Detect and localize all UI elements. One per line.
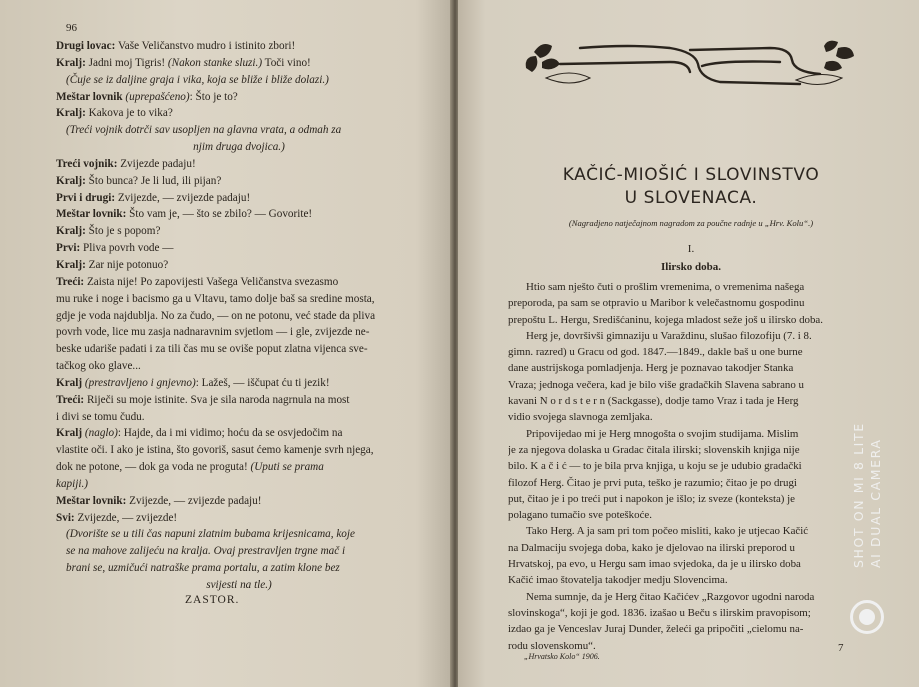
- article-line: preporoda, pa sam se otpravio u Maribor k velečastnomu gospodinu: [508, 297, 805, 310]
- speaker-name: Kralj:: [56, 174, 86, 187]
- stage-direction: brani se, uzmičući natraške prama portalu, a zatim klone bez: [66, 562, 340, 575]
- speaker-name: Kralj: [56, 427, 83, 440]
- stage-direction: (Dvorište se u tili čas napuni zlatnim bubama krijesnicama, koje: [66, 528, 355, 541]
- dialogue-text: : Hajde, da i mi vidimo; hoću da se osvjedočim na: [117, 427, 343, 440]
- dialogue-text: tačkog oko glave...: [56, 360, 141, 373]
- text-line: [56, 105, 412, 122]
- article-line: na Dalmaciju svojega doba, kako je djelovao na ilirski preporod u: [508, 541, 796, 554]
- text-line: [56, 459, 412, 476]
- article-subtitle: (Nagradjeno natječajnom nagradom za poučne radnje u „Hrv. Kolu“.): [568, 218, 814, 228]
- text-line: [56, 358, 412, 375]
- article-line: gimn. razred) u Gracu od god. 1847.—1849., dakle baš u one burne: [508, 346, 803, 359]
- article-line: Vraza; jednoga večera, kad je bilo više gradačkih Slavena sabrano u: [508, 378, 804, 391]
- speaker-name: Svi:: [56, 511, 75, 524]
- stage-direction: (naglo): [82, 427, 118, 440]
- text-line: [56, 510, 412, 527]
- stage-direction: kapiji.): [56, 477, 89, 490]
- text-line: [56, 206, 412, 223]
- text-line: [56, 526, 412, 543]
- article-line: slovinskoga“, koji je god. 1836. izašao u Beču s ilirskim pravopisom;: [508, 606, 811, 619]
- title-line-1: KAČIĆ-MIOŠIĆ I SLOVINSTVO: [562, 165, 820, 185]
- dialogue-text: Zaista nije! Po zapovijesti Vašega Veličanstva svezasmo: [84, 275, 339, 288]
- speaker-name: Treći vojnik:: [56, 157, 118, 170]
- speaker-name: Meštar lovnik:: [56, 208, 127, 221]
- text-line: [56, 493, 412, 510]
- page-footer: „Hrvatsko Kolo“ 1906.: [524, 652, 600, 661]
- watermark-line-2: AI DUAL CAMERA: [868, 438, 883, 568]
- article-line: bilo. K a č i ć — to je bila prva knjiga, u koju se je udubio gradački: [508, 460, 802, 473]
- article-title: [518, 164, 864, 210]
- stage-direction: (prestravljeno i gnjevno): [82, 376, 196, 389]
- play-text: [56, 38, 412, 594]
- dialogue-text: dok ne potone, — dok ga voda ne proguta!: [56, 461, 251, 474]
- camera-lens-dot-icon: [859, 609, 875, 625]
- dialogue-text: Što bunca? Je li lud, ili pijan?: [85, 174, 222, 187]
- speaker-name: Kralj: [56, 376, 83, 389]
- dialogue-text: i divi se tomu čudu.: [56, 410, 145, 423]
- text-line: [56, 173, 412, 190]
- dialogue-text: Riječi su moje istinite. Sva je sila naroda nagrnula na most: [84, 393, 350, 406]
- text-line: [56, 156, 412, 173]
- text-line: [56, 223, 412, 240]
- closing-word: ZASTOR.: [185, 594, 240, 606]
- left-page-number: 96: [66, 22, 77, 34]
- article-line: put, čitao je i po treći put i napokon je išlo; iz sveze (konteksta) je: [508, 492, 796, 505]
- text-line: [56, 442, 412, 459]
- dialogue-text: Zvijezde padaju!: [117, 157, 196, 170]
- text-line: [56, 308, 412, 325]
- dialogue-text: Toči vino!: [262, 56, 311, 69]
- article-line: prepoštu L. Hergu, Središćaninu, kojega mladost seže još u ilirsko doba.: [508, 313, 823, 326]
- text-line: [56, 240, 412, 257]
- text-line: [56, 425, 412, 442]
- article-line: polagano tumačio sve poteškoće.: [508, 509, 652, 522]
- dialogue-text: Zvijezde, — zvijezde!: [74, 511, 178, 524]
- speaker-name: Meštar lovnik: [56, 90, 123, 103]
- section-number: I.: [687, 243, 695, 255]
- article-line: Hrvatskoj, pa evo, u Hergu sam imao svjedoka, da je u ilirsko doba: [508, 558, 801, 571]
- title-line-2: U SLOVENACA.: [624, 188, 758, 208]
- dialogue-text: Što vam je, — što se zbilo? — Govorite!: [126, 208, 313, 221]
- dialogue-text: vlastite oči. I ako je istina, što govoriš, sasut ćemo kamenje svrh njega,: [56, 444, 374, 457]
- stage-direction: (Čuje se iz daljine graja i vika, koja se bliže i bliže dolazi.): [66, 73, 329, 86]
- article-line: Nema sumnje, da je Herg čitao Kačićev „Razgovor ugodni naroda: [526, 590, 815, 603]
- text-line: [56, 122, 412, 139]
- text-line: [56, 257, 412, 274]
- speaker-name: Meštar lovnik:: [56, 494, 127, 507]
- article-line: kavani N o r d s t e r n (Sackgasse), dodje tamo Vraz i tada je Herg: [508, 395, 799, 408]
- dialogue-text: Vaše Veličanstvo mudro i istinito zbori!: [115, 40, 296, 52]
- stage-direction: (Treći vojnik dotrči sav usopljen na glavna vrata, a odmah za: [66, 124, 342, 137]
- left-page: [0, 0, 452, 687]
- speaker-name: Kralj:: [56, 225, 86, 238]
- article-line: Kačić imao štovatelja takodjer medju Slovencima.: [508, 574, 728, 587]
- article-line: je za njegova dolaska u Gradac čitala ilirski; slovenskih knjiga nije: [508, 443, 800, 456]
- article-line: dane austrijskoga pomladjenja. Herg je poznavao takodjer Stanka: [508, 362, 794, 375]
- article-line: Htio sam nješto čuti o prošlim vremenima, o vremenima našega: [526, 281, 805, 293]
- floral-ornament-icon: [520, 38, 860, 96]
- article-line: vidio svojega slavnoga zemljaka.: [508, 411, 653, 424]
- right-page-number: 7: [838, 642, 844, 654]
- text-line: [56, 392, 412, 409]
- dialogue-text: Zvijezde, — zvijezde padaju!: [126, 494, 262, 507]
- speaker-name: Drugi lovac:: [56, 40, 116, 52]
- dialogue-text: : Što je to?: [189, 90, 238, 103]
- stage-direction: svijesti na tle.): [206, 579, 272, 591]
- text-line: [56, 274, 412, 291]
- text-line: [56, 55, 412, 72]
- watermark-line-1: SHOT ON MI 8 LITE: [851, 422, 866, 568]
- text-line: [56, 577, 412, 594]
- dialogue-text: Pliva povrh vode —: [80, 242, 174, 255]
- stage-direction: (Nakon stanke sluzi.): [167, 56, 263, 69]
- speaker-name: Prvi:: [56, 242, 81, 255]
- dialogue-text: Jadni moj Tigris!: [85, 56, 168, 69]
- text-line: [56, 560, 412, 577]
- text-line: [56, 291, 412, 308]
- article-line: rodu slovenskomu“.: [508, 639, 596, 652]
- dialogue-text: gdje je voda najdublja. No za čudo, — on ne potonu, već stade da pliva: [56, 309, 376, 322]
- speaker-name: Treći:: [56, 275, 85, 288]
- dialogue-text: povrh vode, lice mu zasja nadnaravnim svjetlom — i gle, zvijezde ne-: [56, 326, 370, 339]
- stage-direction: se na mahove zalijeću na kralja. Ovaj prestravljen trgne mač i: [66, 545, 346, 558]
- text-line: [56, 543, 412, 560]
- section-title: Ilirsko doba.: [661, 261, 721, 273]
- speaker-name: Kralj:: [56, 56, 86, 69]
- article-line: izdao ga je Venceslav Juraj Dunder, želeći ga pripočiti „cielomu na-: [508, 623, 804, 636]
- article-line: Pripovijedao mi je Herg mnogošta o svojim studijama. Mislim: [526, 427, 799, 440]
- text-line: [56, 375, 412, 392]
- article-line: Herg je, dovršivši gimnaziju u Varaždinu, slušao filozofiju (7. i 8.: [526, 329, 812, 342]
- text-line: [56, 341, 412, 358]
- dialogue-text: beske udariše padati i za tili čas mu se oviše poput zlatna vijenca sve-: [56, 343, 368, 356]
- dialogue-text: Zar nije potonuo?: [85, 258, 169, 271]
- dialogue-text: Što je s popom?: [85, 225, 161, 238]
- stage-direction: (Uputi se prama: [250, 461, 324, 474]
- dialogue-text: mu ruke i noge i bacismo ga u Vltavu, tamo dolje baš sa sredine mosta,: [56, 292, 375, 305]
- speaker-name: Kralj:: [56, 258, 86, 271]
- text-line: [56, 72, 412, 89]
- speaker-name: Treći:: [56, 393, 85, 406]
- text-line: [56, 476, 412, 493]
- dialogue-text: Zvijezde, — zvijezde padaju!: [115, 191, 251, 204]
- text-line: [56, 89, 412, 106]
- stage-direction: njim druga dvojica.): [193, 141, 285, 154]
- dialogue-text: : Lažeš, — iščupat ću ti jezik!: [195, 376, 330, 389]
- article-line: Tako Herg. A ja sam pri tom počeo misliti, kako je utjecao Kačić: [526, 525, 809, 538]
- text-line: [56, 139, 412, 156]
- speaker-name: Kralj:: [56, 107, 86, 120]
- text-line: [56, 190, 412, 207]
- text-line: [56, 324, 412, 341]
- article-line: filozof Herg. Čitao je prvi puta, teško je razumio; čitao je po drugi: [508, 476, 797, 489]
- camera-watermark: [850, 422, 884, 568]
- stage-direction: (uprepašćeno): [122, 90, 190, 103]
- text-line: [56, 409, 412, 426]
- text-line: [56, 38, 412, 55]
- speaker-name: Prvi i drugi:: [56, 191, 116, 204]
- dialogue-text: Kakova je to vika?: [85, 107, 173, 120]
- article-body: [508, 279, 858, 654]
